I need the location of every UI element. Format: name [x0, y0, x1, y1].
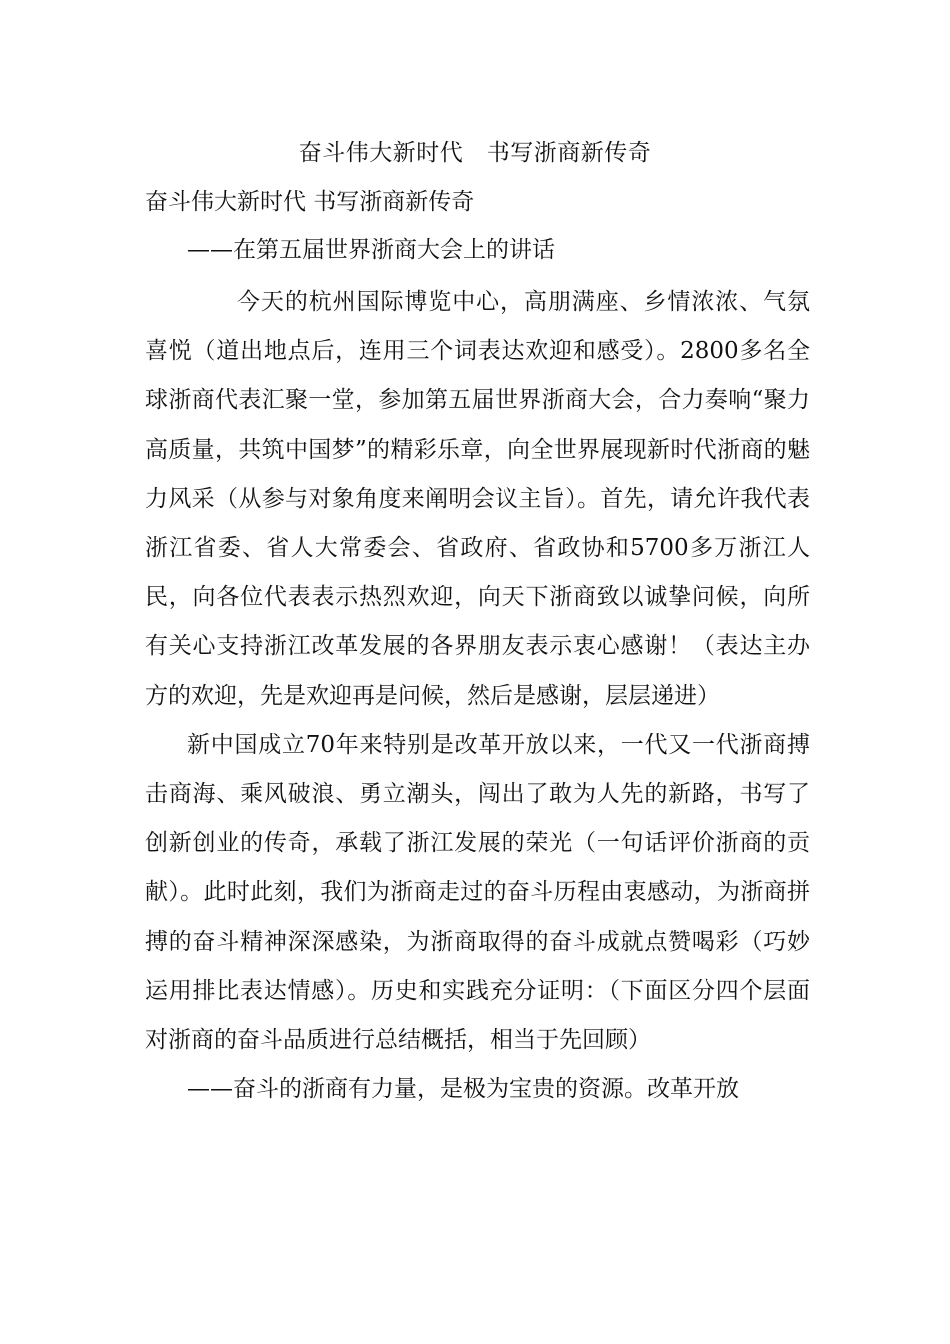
document-subtitle: 奋斗伟大新时代 书写浙商新传奇: [145, 189, 475, 215]
paragraph-strength: ——奋斗的浙商有力量，是极为宝贵的资源。改革开放: [187, 1076, 739, 1103]
document-body: [145, 278, 810, 1114]
paragraph-history: 新中国成立70年来特别是改革开放以来，一代又一代浙商搏击商海、乘风破浪、勇立潮头，闯出了敢为人先的新路，书写了创新创业的传奇，承载了浙江发展的荣光（一句话评价浙商的贡献）。此时此刻，我们为浙商走过的奋斗历程由衷感动，为浙商拼搏的奋斗精神深深感染，为浙商取得的奋斗成就点赞喝彩（巧妙运用排比表达情感）。历史和实践充分证明：（下面区分四个层面对浙商的奋斗品质进行总结概括，相当于先回顾）: [145, 731, 810, 1054]
paragraph-opening: 今天的杭州国际博览中心，高朋满座、乡情浓浓、气氛喜悦（道出地点后，连用三个词表达欢迎和感受）。2800多名全球浙商代表汇聚一堂，参加第五届世界浙商大会，合力奏响“聚力高质量，共筑中国梦”的精彩乐章，向全世界展现新时代浙商的魅力风采（从参与对象角度来阐明会议主旨）。首先，请允许我代表浙江省委、省人大常委会、省政府、省政协和5700多万浙江人民，向各位代表表示热烈欢迎，向天下浙商致以诚挚问候，向所有关心支持浙江改革发展的各界朋友表示衷心感谢！（表达主办方的欢迎，先是欢迎再是问候，然后是感谢，层层递进）: [145, 289, 810, 709]
document-title: 奋斗伟大新时代 书写浙商新传奇: [298, 140, 652, 166]
speech-note: ——在第五届世界浙商大会上的讲话: [187, 237, 555, 263]
